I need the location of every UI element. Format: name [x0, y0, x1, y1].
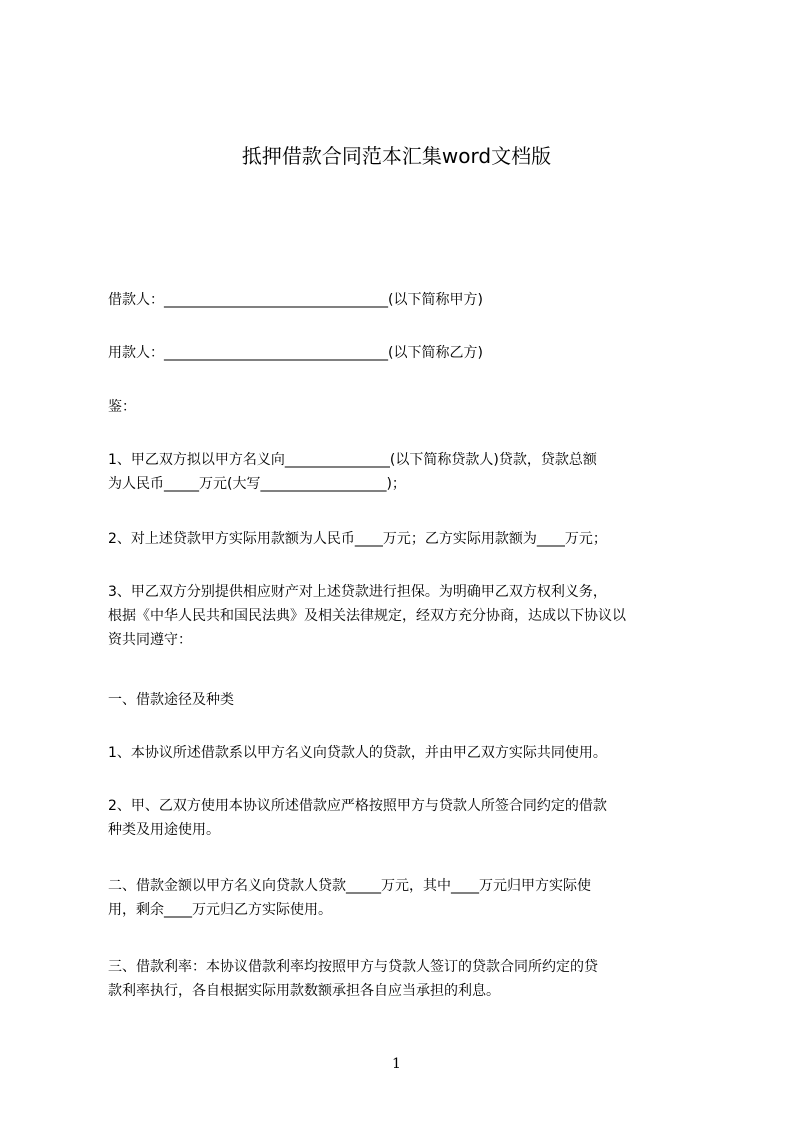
- text-line: 1、本协议所述借款系以甲方名义向贷款人的贷款，并由甲乙双方实际共同使用。: [108, 745, 607, 761]
- text-line: 种类及用途使用。: [108, 822, 220, 838]
- text-line: 一、借款途径及种类: [108, 692, 234, 708]
- section-1-item-2: [108, 794, 708, 842]
- text-line: 1、甲乙双方拟以甲方名义向_______________(以下简称贷款人)贷款，贷款总额: [108, 452, 597, 468]
- clause-1: [108, 448, 708, 496]
- document-title: 抵押借款合同范本汇集word文档版: [241, 144, 552, 168]
- text-line: 根据《中华人民共和国民法典》及相关法律规定，经双方充分协商，达成以下协议以: [108, 608, 626, 624]
- section-1-item-1: [108, 741, 708, 765]
- section-1-heading: [108, 688, 708, 712]
- page-number: 1: [392, 1056, 401, 1072]
- clause-3: [108, 580, 708, 652]
- text-line: 为人民币_____万元(大写__________________)；: [108, 476, 406, 492]
- whereas-heading: [108, 395, 708, 419]
- text-line: 二、借款金额以甲方名义向贷款人贷款_____万元，其中____万元归甲方实际使: [108, 878, 591, 894]
- section-2: [108, 874, 708, 922]
- text-line: 用款人：________________________________(以下简称乙方): [108, 345, 483, 361]
- text-line: 资共同遵守：: [108, 632, 192, 648]
- text-line: 2、甲、乙双方使用本协议所述借款应严格按照甲方与贷款人所签合同约定的借款: [108, 798, 607, 814]
- text-line: 鉴：: [108, 399, 136, 415]
- section-3: [108, 955, 708, 1003]
- text-line: 款利率执行，各自根据实际用款数额承担各自应当承担的利息。: [108, 983, 500, 999]
- clause-2: [108, 527, 708, 551]
- text-line: 用，剩余____万元归乙方实际使用。: [108, 902, 332, 918]
- text-line: 借款人：________________________________(以下简称甲方): [108, 292, 483, 308]
- user-line: [108, 341, 708, 365]
- text-line: 2、对上述贷款甲方实际用款额为人民币____万元；乙方实际用款额为____万元；: [108, 531, 607, 547]
- borrower-line: [108, 288, 708, 312]
- text-line: 3、甲乙双方分别提供相应财产对上述贷款进行担保。为明确甲乙双方权利义务，: [108, 584, 607, 600]
- text-line: 三、借款利率：本协议借款利率均按照甲方与贷款人签订的贷款合同所约定的贷: [108, 959, 598, 975]
